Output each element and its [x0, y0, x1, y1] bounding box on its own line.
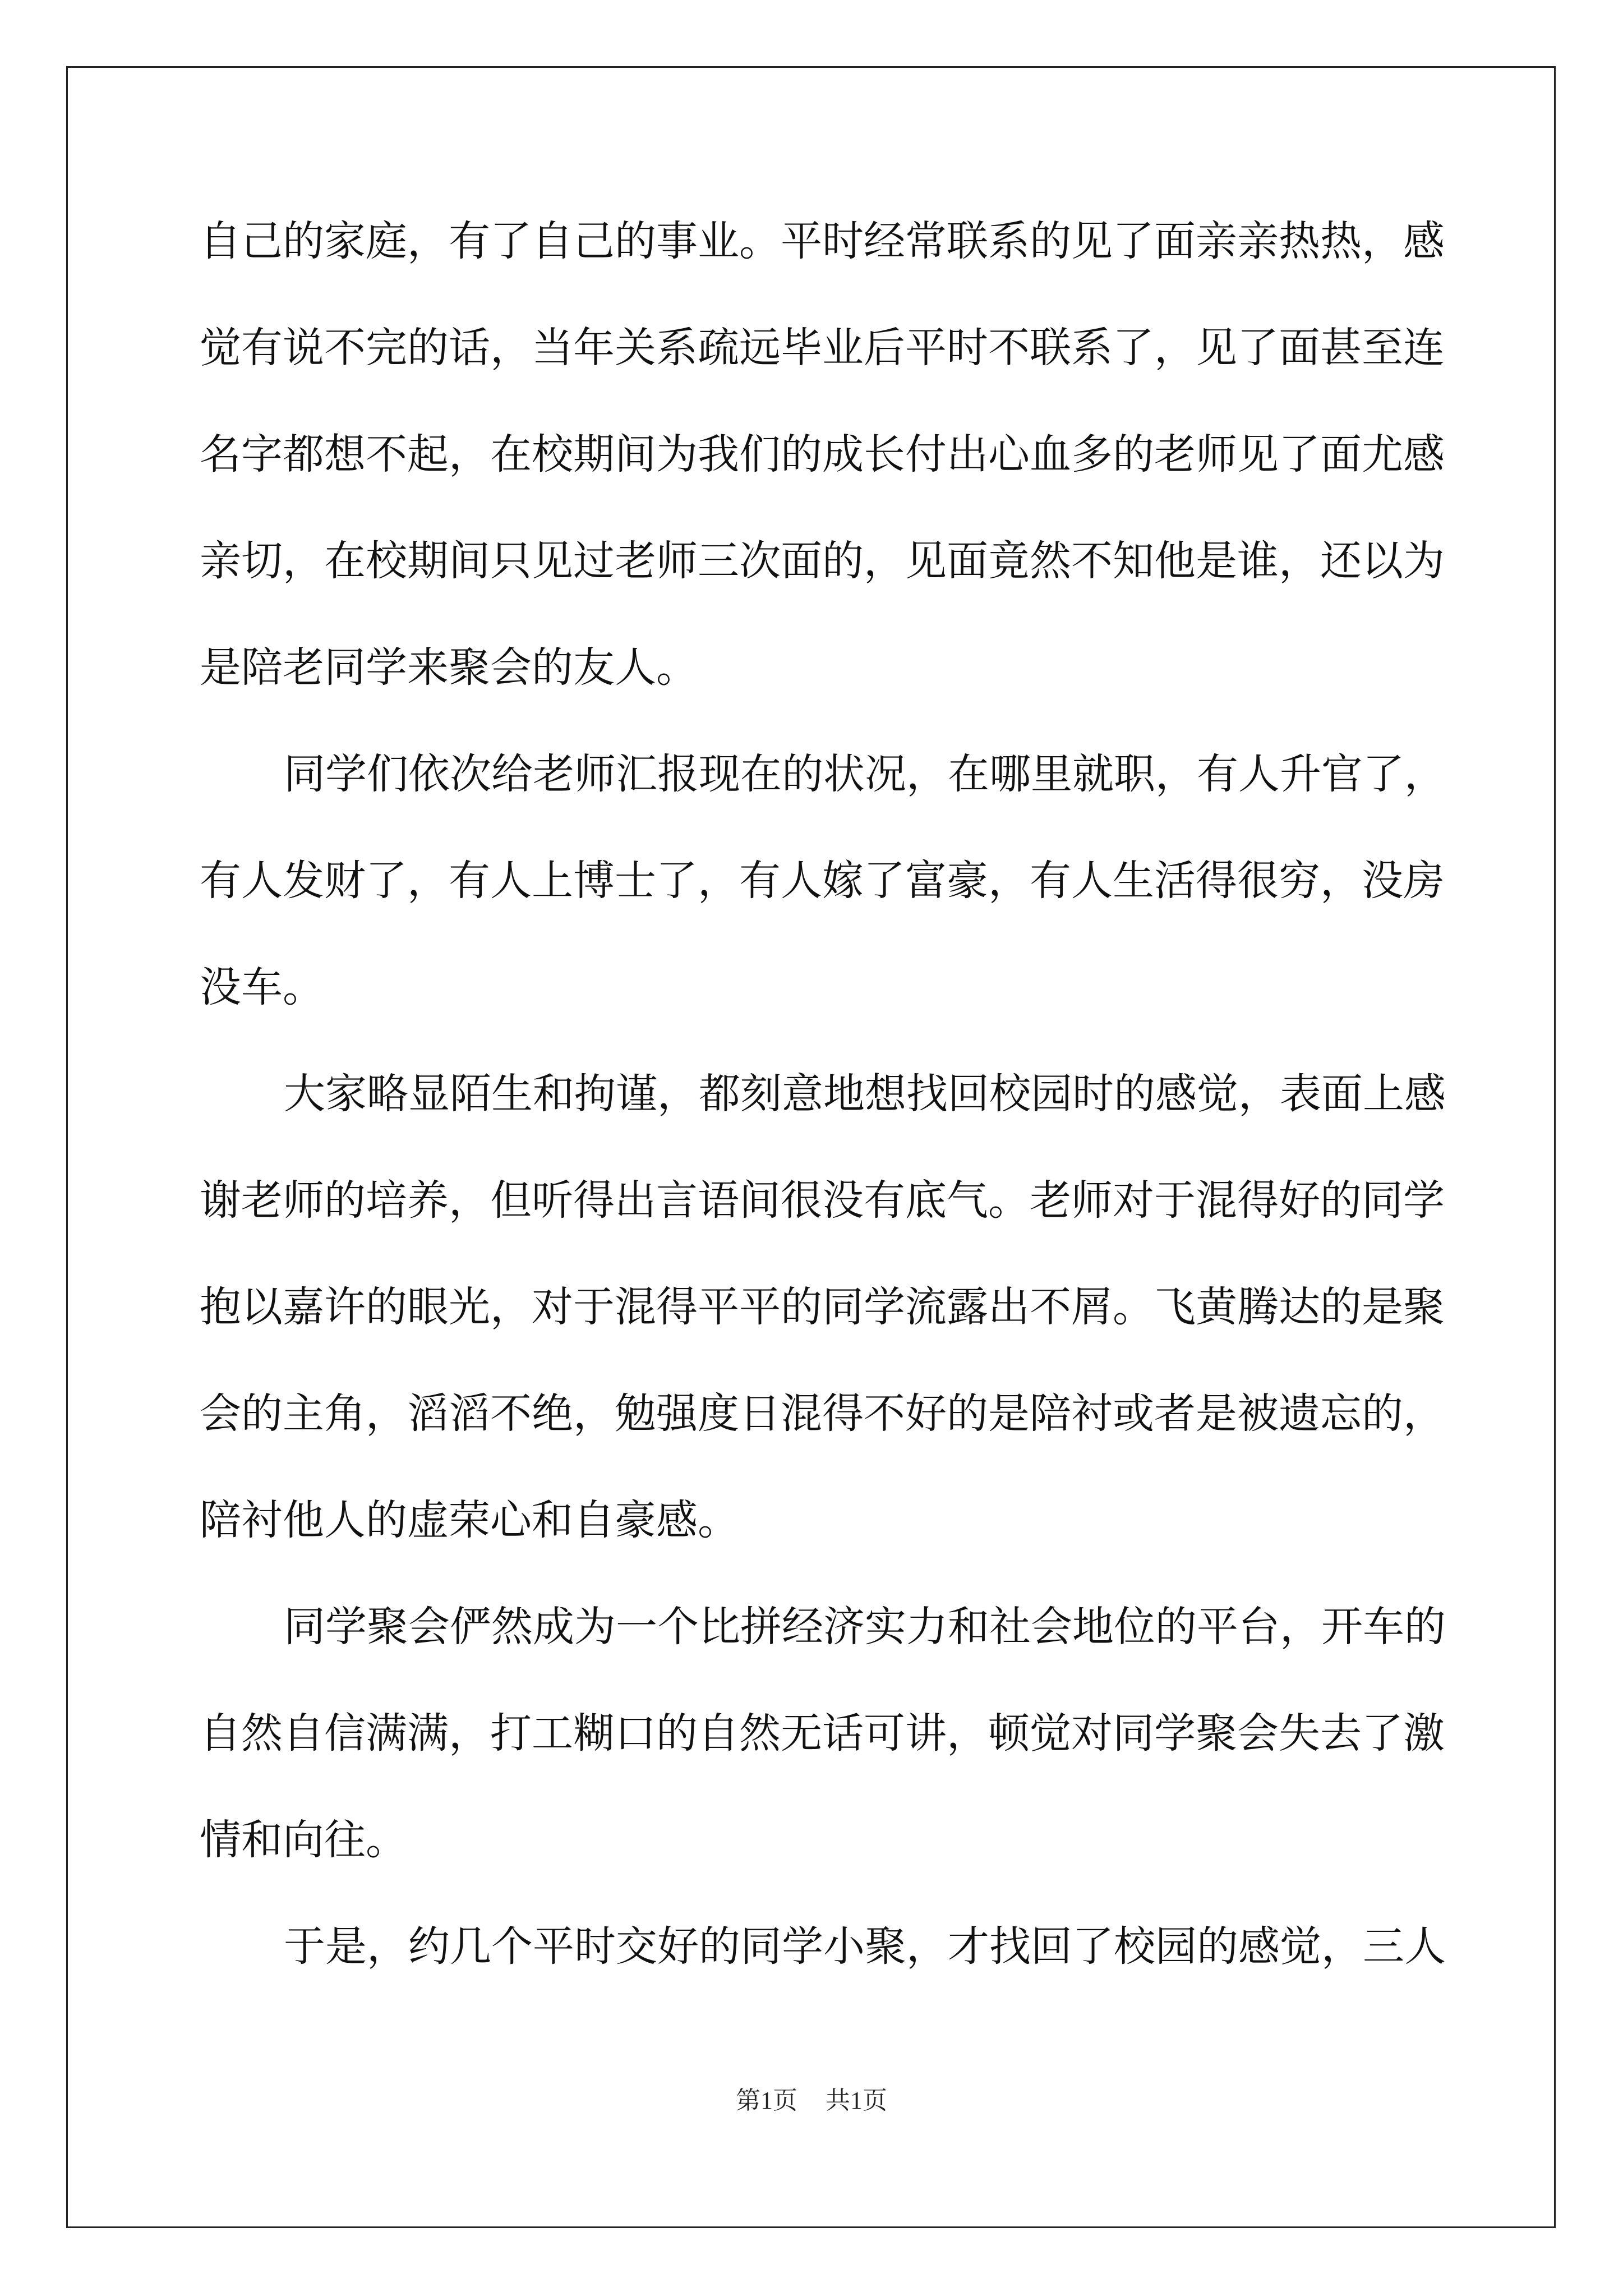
text-line: 谢老师的培养，但听得出言语间很没有底气。老师对于混得好的同学: [200, 1176, 1445, 1225]
text-line: 大家略显陌生和拘谨，都刻意地想找回校园时的感觉，表面上感: [284, 1070, 1446, 1118]
paragraph: [200, 746, 1446, 1066]
page-number: 第1页: [736, 2087, 797, 2114]
text-line: 没车。: [200, 963, 324, 1011]
paragraph: [200, 213, 1445, 746]
text-line: 觉有说不完的话，当年关系疏远毕业后平时不联系了，见了面甚至连: [200, 324, 1445, 372]
text-line: 会的主角，滔滔不绝，勉强度日混得不好的是陪衬或者是被遗忘的，: [200, 1389, 1445, 1438]
text-line: 陪衬他人的虚荣心和自豪感。: [200, 1496, 739, 1544]
text-line: 亲切，在校期间只见过老师三次面的，见面竟然不知他是谁，还以为: [200, 537, 1445, 585]
text-line: 情和向往。: [200, 1816, 407, 1864]
text-line: 名字都想不起，在校期间为我们的成长付出心血多的老师见了面尤感: [200, 430, 1445, 478]
text-line: 是陪老同学来聚会的友人。: [200, 643, 698, 692]
page-footer: [0, 2080, 1623, 2116]
paragraph: [200, 1066, 1446, 1599]
text-line: 同学们依次给老师汇报现在的状况，在哪里就职，有人升官了，: [284, 750, 1446, 798]
text-line: 同学聚会俨然成为一个比拼经济实力和社会地位的平台，开车的: [284, 1603, 1446, 1651]
paragraph: [200, 1918, 1446, 2025]
document-body: [200, 213, 1446, 2025]
page-total: 共1页: [826, 2087, 887, 2114]
text-line: 于是，约几个平时交好的同学小聚，才找回了校园的感觉，三人: [284, 1922, 1446, 1971]
text-line: 自己的家庭，有了自己的事业。平时经常联系的见了面亲亲热热，感: [200, 217, 1445, 265]
text-line: 有人发财了，有人上博士了，有人嫁了富豪，有人生活得很穷，没房: [200, 857, 1445, 905]
text-line: 抱以嘉许的眼光，对于混得平平的同学流露出不屑。飞黄腾达的是聚: [200, 1283, 1445, 1331]
text-line: 自然自信满满，打工糊口的自然无话可讲，顿觉对同学聚会失去了激: [200, 1709, 1445, 1757]
paragraph: [200, 1599, 1446, 1918]
